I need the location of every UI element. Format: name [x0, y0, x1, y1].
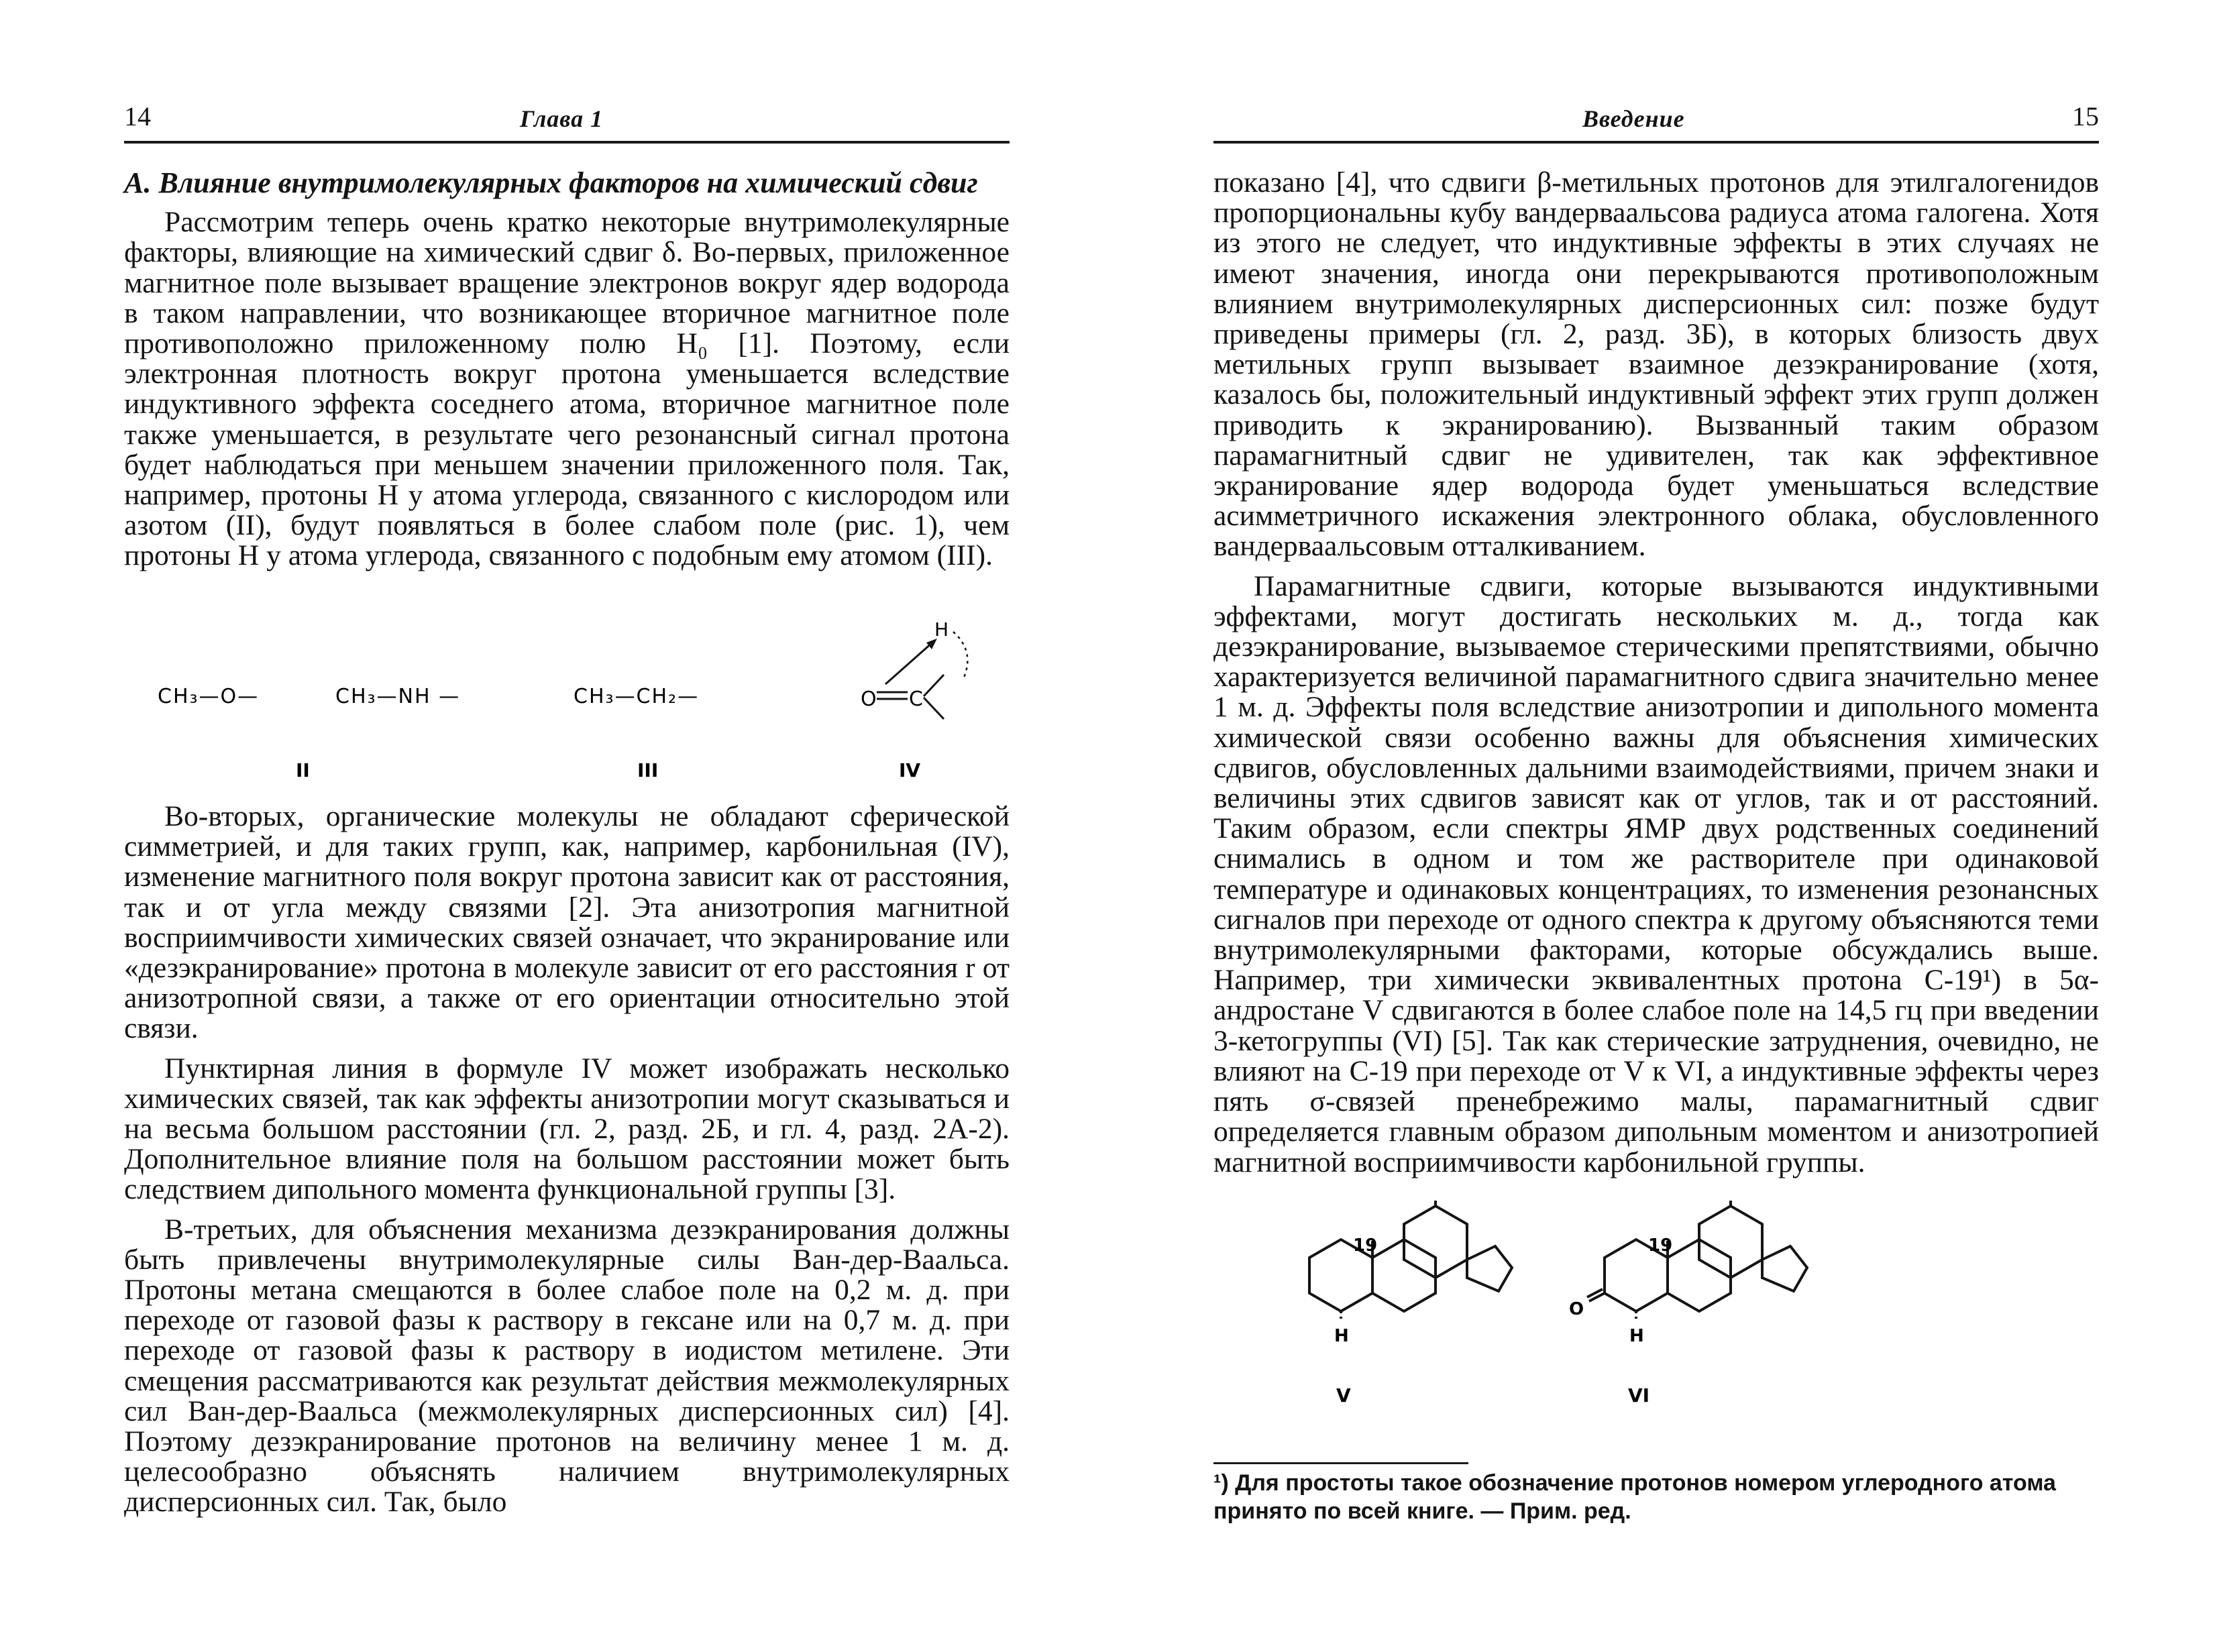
- left-page-header: [124, 101, 1010, 144]
- steroid-figure: [1213, 1201, 2099, 1449]
- running-title-left: Глава 1: [520, 105, 604, 132]
- section-title: А. Влияние внутримолекулярных факторов на химический сдвиг: [124, 166, 978, 199]
- oxygen-VI: O: [1569, 1299, 1584, 1319]
- formula-ch3-nh: CH₃—NH —: [335, 685, 461, 708]
- carbonyl-oxygen: O: [861, 687, 877, 711]
- footnote: ¹) Для простоты такое обозначение протонов номером углеродного атома принято по всей книге. — Прим. ред.: [1213, 1470, 2056, 1524]
- page-number-left: 14: [124, 101, 151, 131]
- paragraph: В-третьих, для объяснения механизма дезэкранирования должны быть привлечены внутримолекулярные силы Ван-дер-Ваальса. Протоны метана смещаются в более слабое поле на 0,2 м. д. при переходе от газовой фазы к раствору в гексане или на 0,7 м. д. при переходе от газовой фазы к раствору в иодистом метилене. Эти смещения рассматриваются как результат действия межмолекулярных сил Ван-дер-Ваальса (межмолекулярных дисперсионных сил) [4]. Поэтому дезэкранирование протонов на величину менее 1 м. д. целесообразно объяснять наличием внутримолекулярных дисперсионных сил. Так, было: [124, 1213, 1010, 1519]
- carbonyl-hydrogen: H: [934, 618, 949, 641]
- paragraph: Рассмотрим теперь очень кратко некоторые внутримолекулярные факторы, влияющие на химический сдвиг δ. Во-первых, приложенное магнитное поле вызывает вращение электронов вокруг ядер водорода в таком направлении, что возникающее вторичное магнитное поле противоположно приложенному полю H₀ [1]. Поэтому, если электронная плотность вокруг протона уменьшается вследствие индуктивного эффекта соседнего атома, вторичное магнитное поле также уменьшается, в результате чего резонансный сигнал протона будет наблюдаться при меньшем значении приложенного поля. Так, например, протоны H у атома углерода, связанного с кислородом или азотом (II), будут появляться в более слабом поле (рис. 1), чем протоны H у атома углерода, связанного с подобным ему атомом (III).: [124, 206, 1010, 572]
- paragraph: показано [4], что сдвиги β-метильных протонов для этилгалогенидов пропорциональны кубу вандерваальсова радиуса атома галогена. Хотя из этого не следует, что индуктивные эффекты в этих случаях не имеют значения, иногда они перекрываются противоположным влиянием внутримолекулярных дисперсионных сил: позже будут приведены примеры (гл. 2, разд. 3Б), в которых близость двух метильных групп вызывает взаимное дезэкранирование (хотя, казалось бы, положительный индуктивный эффект этих групп должен приводить к экранированию). Вызванный таким образом парамагнитный сдвиг не удивителен, так как эффективное экранирование ядер водорода будет уменьшаться вследствие асимметричного искажения электронного облака, обусловленного вандерваальсовым отталкиванием.: [1213, 166, 2099, 563]
- paragraph: Во-вторых, органические молекулы не обладают сферической симметрией, и для таких групп, как, например, карбонильная (IV), изменение магнитного поля вокруг протона зависит как от расстояния, так и от угла между связями [2]. Эта анизотропия магнитной восприимчивости химических связей означает, что экранирование или «дезэкранирование» протона в молекуле зависит от его расстояния r от анизотропной связи, а также от его ориентации относительно этой связи.: [124, 800, 1010, 1045]
- label-III: III: [637, 759, 659, 781]
- hydrogen-VI: H: [1629, 1326, 1644, 1346]
- right-page-header: [1213, 101, 2099, 144]
- formula-figure: [124, 617, 1010, 791]
- left-text-bottom: [124, 802, 1010, 1518]
- label-II: II: [296, 759, 310, 781]
- paragraph: Пунктирная линия в формуле IV может изображать несколько химических связей, так как эффекты анизотропии могут сказываться и на весьма большом расстоянии (гл. 2, разд. 2Б, и гл. 4, разд. 2А-2). Дополнительное влияние поля на большом расстоянии может быть следствием дипольного момента функциональной группы [3].: [124, 1052, 1010, 1206]
- carbonyl-carbon: C: [909, 687, 923, 711]
- structure-VI: [1587, 1201, 1807, 1320]
- right-text: [1213, 168, 2099, 1178]
- hydrogen-V: H: [1334, 1326, 1349, 1346]
- formula-ch3-o: CH₃—O—: [158, 685, 260, 708]
- left-text-top: [124, 168, 1010, 571]
- footnote-rule: [1213, 1462, 1468, 1464]
- label-19-VI: 19: [1648, 1235, 1673, 1256]
- structure-V: [1309, 1201, 1512, 1320]
- carbonyl-structure: [861, 618, 967, 719]
- running-title-right: Введение: [1582, 105, 1685, 132]
- paragraph: Парамагнитные сдвиги, которые вызываются индуктивными эффектами, могут достигать нескольких м. д., тогда как дезэкранирование, вызываемое стерическими препятствиями, обычно характеризуется величиной парамагнитного сдвига значительно менее 1 м. д. Эффекты поля вследствие анизотропии и дипольного момента химической связи особенно важны для объяснения химических сдвигов, обусловленных дальними взаимодействиями, причем знаки и величины этих сдвигов зависят как от углов, так и от расстояний. Таким образом, если спектры ЯМР двух родственных соединений снимались в одном и том же растворителе при одинаковой температуре и одинаковых концентрациях, то изменения резонансных сигналов при переходе от одного спектра к другому объясняются теми внутримолекулярными факторами, которые обсуждались выше. Например, три химически эквивалентных протона С-19¹) в 5α-андростане V сдвигаются в более слабое поле на 14,5 гц при введении 3-кетогруппы (VI) [5]. Так как стерические затруднения, очевидно, не влияют на С-19 при переходе от V к VI, а индуктивные эффекты через пять σ-связей пренебрежимо малы, парамагнитный сдвиг определяется главным образом дипольным моментом и анизотропией магнитной восприимчивости карбонильной группы.: [1213, 569, 2099, 1178]
- label-IV: IV: [899, 759, 921, 781]
- page-number-right: 15: [2072, 101, 2099, 131]
- label-19-V: 19: [1353, 1235, 1378, 1256]
- formula-ch3-ch2: CH₃—CH₂—: [574, 685, 700, 708]
- label-VI: VI: [1628, 1384, 1650, 1407]
- label-V: V: [1336, 1384, 1351, 1407]
- right-page: [1110, 0, 2219, 1652]
